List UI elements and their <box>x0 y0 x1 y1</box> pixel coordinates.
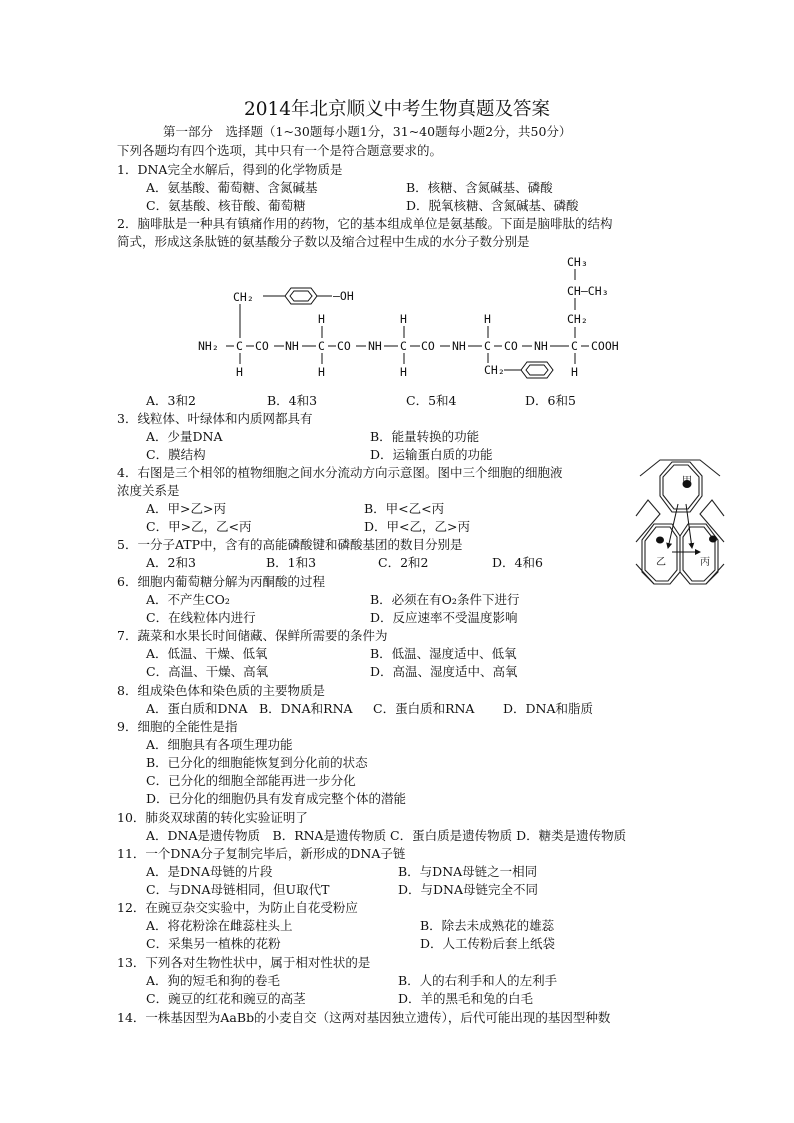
formula-ch2-1: CH₂ <box>233 290 254 304</box>
formula-h-bottom-1: H <box>236 365 243 379</box>
formula-co-2: CO <box>337 339 351 353</box>
formula-h-top-2: H <box>318 312 325 326</box>
cell-label-jia: 甲 <box>682 476 692 487</box>
q9-stem: 9．细胞的全能性是指 <box>117 719 238 734</box>
q7-option-d: D．高温、湿度适中、高氧 <box>370 664 518 679</box>
q8-option-c: C．蛋白质和RNA <box>373 701 475 716</box>
q10-stem: 10．肺炎双球菌的转化实验证明了 <box>117 810 308 825</box>
formula-h-top-3: H <box>400 312 407 326</box>
q6-option-d: D．反应速率不受温度影响 <box>370 610 518 625</box>
q12-option-d: D．人工传粉后套上纸袋 <box>420 936 556 951</box>
q12-option-b: B．除去未成熟花的雄蕊 <box>420 918 555 933</box>
q3-option-a: A．少量DNA <box>146 429 223 444</box>
q2-option-b: B．4和3 <box>267 393 318 408</box>
q8-option-a: A．蛋白质和DNA <box>146 701 248 716</box>
q4-option-c: C．甲>乙，乙<丙 <box>146 519 252 534</box>
q5-option-d: D．4和6 <box>492 555 543 570</box>
plant-cells-figure <box>634 456 726 588</box>
formula-ch-ch3: CH—CH₃ <box>567 284 609 298</box>
formula-oh: —OH <box>333 289 354 303</box>
q9-option-b: B．已分化的细胞能恢复到分化前的状态 <box>146 755 368 770</box>
q2-option-c: C．5和4 <box>406 393 457 408</box>
q1-option-c: C．氨基酸、核苷酸、葡萄糖 <box>146 198 306 213</box>
q8-option-d: D．DNA和脂质 <box>503 701 594 716</box>
q12-stem: 12．在豌豆杂交实验中，为防止自花受粉应 <box>117 900 358 915</box>
q13-option-c: C．豌豆的红花和豌豆的高茎 <box>146 991 306 1006</box>
cell-label-bing: 丙 <box>700 557 710 568</box>
q1-option-b: B．核糖、含氮碱基、磷酸 <box>406 180 553 195</box>
q5-option-a: A．2和3 <box>146 555 196 570</box>
q4-option-d: D．甲<乙，乙>丙 <box>364 519 470 534</box>
q13-option-a: A．狗的短毛和狗的卷毛 <box>146 973 281 988</box>
q4-stem-line2: 浓度关系是 <box>117 483 180 498</box>
q12-option-c: C．采集另一植株的花粉 <box>146 936 281 951</box>
q2-option-a: A．3和2 <box>146 393 196 408</box>
q5-stem: 5．一分子ATP中，含有的高能磷酸键和磷酸基团的数目分别是 <box>117 537 463 552</box>
formula-h-bottom-5: H <box>571 365 578 379</box>
q6-option-a: A．不产生CO₂ <box>146 592 230 607</box>
q13-option-b: B．人的右利手和人的左利手 <box>398 973 558 988</box>
formula-c-2: C <box>318 339 325 353</box>
part-heading: 第一部分 选择题（1~30题每小题1分，31~40题每小题2分，共50分） <box>163 124 572 139</box>
formula-c-3: C <box>400 339 407 353</box>
formula-c-5: C <box>571 339 578 353</box>
q7-stem: 7．蔬菜和水果长时间储藏、保鲜所需要的条件为 <box>117 628 388 643</box>
q2-stem-line1: 2．脑啡肽是一种具有镇痛作用的药物，它的基本组成单位是氨基酸。下面是脑啡肽的结构 <box>117 216 613 231</box>
instruction: 下列各题均有四个选项，其中只有一个是符合题意要求的。 <box>117 143 443 158</box>
q3-stem: 3．线粒体、叶绿体和内质网都具有 <box>117 411 313 426</box>
formula-ch2-4: CH₂ <box>484 363 505 377</box>
q7-option-b: B．低温、湿度适中、低氧 <box>370 646 517 661</box>
q13-stem: 13．下列各对生物性状中，属于相对性状的是 <box>117 955 371 970</box>
formula-nh-3: NH <box>452 339 466 353</box>
formula-c-4: C <box>484 339 491 353</box>
q12-option-a: A．将花粉涂在雌蕊柱头上 <box>146 918 293 933</box>
q4-stem-line1: 4．右图是三个相邻的植物细胞之间水分流动方向示意图。图中三个细胞的细胞液 <box>117 465 563 480</box>
q11-stem: 11．一个DNA分子复制完毕后，新形成的DNA子链 <box>117 846 406 861</box>
q10-options: A．DNA是遗传物质 B．RNA是遗传物质 C．蛋白质是遗传物质 D．糖类是遗传物质 <box>146 828 627 843</box>
q11-option-d: D．与DNA母链完全不同 <box>398 882 539 897</box>
formula-cooh: COOH <box>591 339 619 353</box>
q11-option-a: A．是DNA母链的片段 <box>146 864 273 879</box>
q7-option-c: C．高温、干燥、高氧 <box>146 664 269 679</box>
formula-nh-2: NH <box>368 339 382 353</box>
q3-option-d: D．运输蛋白质的功能 <box>370 447 493 462</box>
q1-option-a: A．氨基酸、葡萄糖、含氮碱基 <box>146 180 318 195</box>
formula-co-3: CO <box>421 339 435 353</box>
q11-option-b: B．与DNA母链之一相同 <box>398 864 538 879</box>
formula-h-bottom-2: H <box>318 365 325 379</box>
q1-option-d: D．脱氧核糖、含氮碱基、磷酸 <box>406 198 579 213</box>
q5-option-b: B．1和3 <box>266 555 317 570</box>
formula-c-1: C <box>236 339 243 353</box>
q9-option-c: C．已分化的细胞全部能再进一步分化 <box>146 773 356 788</box>
q14-stem: 14．一株基因型为AaBb的小麦自交（这两对基因独立遗传），后代可能出现的基因型种数 <box>117 1010 611 1025</box>
formula-ch2-5: CH₂ <box>567 312 588 326</box>
q9-option-d: D．已分化的细胞仍具有发育成完整个体的潜能 <box>146 791 407 806</box>
q5-option-c: C．2和2 <box>378 555 429 570</box>
q2-stem-line2: 简式，形成这条肽链的氨基酸分子数以及缩合过程中生成的水分子数分别是 <box>117 234 530 249</box>
q8-stem: 8．组成染色体和染色质的主要物质是 <box>117 683 325 698</box>
formula-co-4: CO <box>504 339 518 353</box>
q8-option-b: B．DNA和RNA <box>259 701 353 716</box>
cell-label-yi: 乙 <box>656 557 666 568</box>
q2-option-d: D．6和5 <box>525 393 576 408</box>
q4-option-b: B．甲<乙<丙 <box>364 501 445 516</box>
q3-option-c: C．膜结构 <box>146 447 206 462</box>
page-title: 2014年北京顺义中考生物真题及答案 <box>243 99 551 120</box>
q4-option-a: A．甲>乙>丙 <box>146 501 226 516</box>
formula-h-bottom-3: H <box>400 365 407 379</box>
formula-co-1: CO <box>255 339 269 353</box>
formula-ch3: CH₃ <box>567 255 588 269</box>
q1-stem: 1．DNA完全水解后，得到的化学物质是 <box>117 162 343 177</box>
q6-option-c: C．在线粒体内进行 <box>146 610 256 625</box>
q9-option-a: A．细胞具有各项生理功能 <box>146 737 293 752</box>
q6-stem: 6．细胞内葡萄糖分解为丙酮酸的过程 <box>117 574 325 589</box>
q7-option-a: A．低温、干燥、低氧 <box>146 646 268 661</box>
q6-option-b: B．必须在有O₂条件下进行 <box>370 592 520 607</box>
formula-nh-4: NH <box>534 339 548 353</box>
formula-nh2: NH₂ <box>198 339 219 353</box>
q11-option-c: C．与DNA母链相同，但U取代T <box>146 882 330 897</box>
formula-nh-1: NH <box>285 339 299 353</box>
q3-option-b: B．能量转换的功能 <box>370 429 480 444</box>
formula-h-top-4: H <box>484 312 491 326</box>
q13-option-d: D．羊的黑毛和兔的白毛 <box>398 991 534 1006</box>
